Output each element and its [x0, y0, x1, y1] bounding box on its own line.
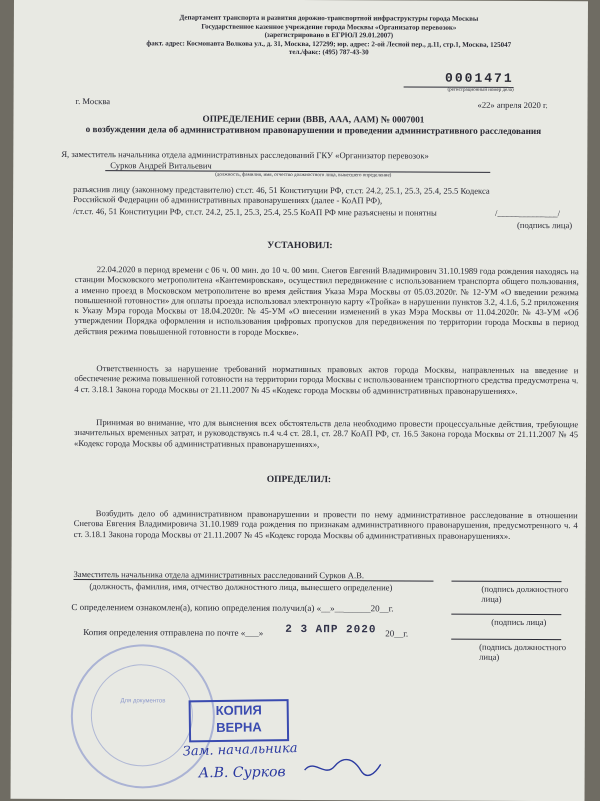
established-heading: УСТАНОВИЛ:	[267, 240, 333, 252]
acquainted-line: С определением ознакомлен(а), копию определения получил(а) «__»________20__г.	[71, 602, 394, 614]
header-line-2: Государственное казенное учреждение города Москвы «Организатор перевозок»	[201, 22, 457, 32]
sent-caption: (подпись должностного лица)	[479, 641, 567, 662]
handwritten-signature-squiggle	[303, 756, 383, 778]
rights-caption: (подпись лица)	[516, 219, 573, 231]
title-line-2: о возбуждении дела об административном правонарушении и проведении административного расследования	[85, 124, 542, 137]
established-paragraph-1: 22.04.2020 в период времени с 06 ч. 00 мин. до 10 ч. 00 мин. Снегов Евгений Владимирович 31.10.1989 года рождения находясь на станции Московского метрополитена «Кантемировская», осуществил передвижение с использованием транспорта общего пользования, а именно проезд в Московском метрополитене во время действия Указа Мэра Москвы от 05.03.2020г. № 12-УМ «О введении режима повышенной готовности» для оплаты проезда использовал электронную карту «Тройка» в нарушении пунктов 3.2, 4.1.6, 5.2 приложения к Указу Мэра города Москвы от 18.04.2020г. № 45-УМ «О внесении изменений в указ Мэра Москвы от 11.04.2020г. № 43-УМ «Об утверждении Порядка оформления и использования цифровых пропусков для передвижения по территории города Москвы в период действия режима повышенной готовности в городе Москве».	[74, 264, 579, 337]
header-line-4: факт. адрес: Космонавта Волкова ул., д. 31, Москва, 127299; юр. адрес: 2-ой Лесной пер., д.11, стр.1, Москва, 125047	[146, 39, 512, 49]
sent-line-suffix: 20__г.	[385, 628, 409, 639]
signature-caption-right: (подпись должностного лица)	[481, 583, 569, 604]
document-title	[53, 113, 573, 137]
signature-caption-left: (должность, фамилия, имя, отчество должностного лица, вынесшего определение)	[89, 581, 393, 593]
rights-line-3: /ст.ст. 46, 51 Конституции РФ, ст.ст. 24.2, 25.1, 25.3, 25.4, 25.5 КоАП РФ мне разъяснены и понятны	[73, 206, 437, 218]
signature-line: Заместитель начальника отдела административных расследований Сурков А.В.	[73, 569, 433, 582]
acquainted-caption: (подпись лица)	[491, 616, 547, 628]
official-name: Сурков Андрей Витальевич	[105, 160, 490, 173]
header-line-1: Департамент транспорта и развития дорожно-транспортной инфраструктуры города Москвы	[179, 13, 479, 23]
handwritten-name: А.В. Сурков	[198, 764, 286, 782]
copy-stamp-line-1: КОПИЯ	[215, 702, 262, 719]
place: г. Москва	[75, 96, 111, 107]
rights-line-1: разъяснив лицу (законному представителю) ст.ст. 46, 51 Конституции РФ, ст.ст. 24.2, 25.1, 25.3, 25.4, 25.5 Кодекса	[73, 184, 490, 196]
sent-blank-line	[451, 639, 561, 640]
header-line-3: (зарегистрировано в ЕГРЮЛ 29.01.2007)	[264, 31, 394, 40]
case-number-caption: (регистрационный номер дела)	[447, 87, 514, 93]
decided-heading: ОПРЕДЕЛИЛ:	[266, 474, 332, 486]
date-stamp: 2 3 АПР 2020	[285, 623, 377, 637]
decided-paragraph: Возбудить дело об административном правонарушении и провести по нему административное расследование в отношении Снегова Евгения Владимировича 31.10.1989 года рождения по признакам административного правонарушения, предусмотренного ч. 4 ст. 3.18.1 Закона города Москвы от 21.11.2007 № 45 «Кодекс города Москвы об административных правонарушениях».	[73, 508, 578, 541]
copy-stamp-line-2: ВЕРНА	[216, 719, 262, 736]
acquainted-blank-line	[451, 614, 561, 615]
case-number: 0001471	[445, 70, 514, 86]
handwritten-position: Зам. начальника	[182, 740, 298, 760]
document-header	[84, 13, 574, 58]
official-caption: (должность, фамилия, имя, отчество должностного лица, вынесшего определение)	[215, 172, 392, 179]
sent-line-prefix: Копия определения отправлена по почте «___»	[83, 627, 264, 638]
established-paragraph-3: Принимая во внимание, что для выяснения всех обстоятельств дела необходимо провести процессуальные действия, требующие значительных временных затрат, и руководствуясь п.4 ч.4 ст. 28.1, ст. 28.7 КоАП РФ, ст. 16.5 Закона города Москвы от 21.11.2007 № 45 «Кодекс города Москвы об административных правонарушениях»,	[74, 417, 579, 449]
document-date: «22» апреля 2020 г.	[477, 99, 548, 111]
copy-verified-stamp	[189, 699, 290, 742]
round-seal-text: Для документов	[120, 698, 166, 705]
case-number-block	[404, 70, 514, 93]
signature-blank-line	[451, 581, 561, 582]
header-line-5: тел./факс: (495) 787-43-30	[288, 48, 369, 57]
established-paragraph-2: Ответственность за нарушение требований нормативных правовых актов города Москвы, направленных на введение и обеспечение режима повышенной готовности на территории города Москвы с использованием транспортного средства предусмотрена ч. 4 ст. 3.18.1 Закона города Москвы от 21.11.2007 № 45 «Кодекс города Москвы об административных правонарушениях».	[74, 363, 579, 396]
document-page	[11, 0, 588, 801]
rights-line-2: Российской Федерации об административных правонарушениях (далее - КоАП РФ),	[73, 194, 383, 206]
official-line: Я, заместитель начальника отдела административных расследований ГКУ «Организатор перевозок»	[61, 148, 429, 161]
title-line-1: ОПРЕДЕЛЕНИЕ серии (ВВВ, ААА, ААМ) № 0007001	[202, 113, 425, 125]
rights-signature-blank: /______________/	[495, 207, 561, 219]
